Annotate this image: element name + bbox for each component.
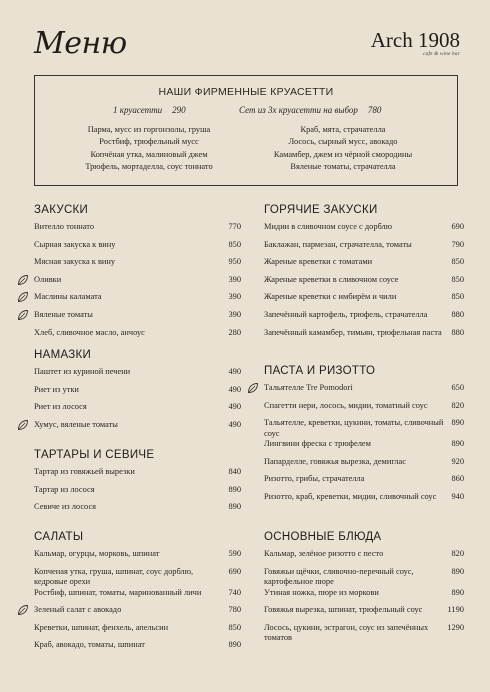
set-price: 780: [367, 105, 382, 115]
menu-item: [34, 367, 239, 385]
menu-item-name: Сырная закуска к вину: [34, 239, 116, 249]
menu-item-name: Папарделле, говяжья вырезка, демиглас: [264, 456, 406, 466]
menu-item: [34, 222, 239, 240]
menu-item-name: Паштет из куриной печени: [34, 367, 131, 376]
menu-item: [264, 383, 464, 401]
menu-item-price: 740: [228, 587, 241, 597]
section-title: ТАРТАРЫ И СЕВИЧЕ: [34, 449, 155, 461]
menu-item: [264, 401, 464, 419]
section-title: ОСНОВНЫЕ БЛЮДА: [264, 531, 382, 543]
menu-item-price: 490: [228, 367, 241, 376]
logo-subtitle: cafe & wine bar: [423, 52, 460, 57]
menu-item-name: Жареные креветки в сливочном соусе: [264, 274, 399, 284]
leaf-icon: [17, 309, 29, 321]
menu-item-name: Запечённый картофель, трюфель, страчателла: [264, 309, 428, 319]
menu-item-price: 390: [228, 292, 241, 302]
menu-item-price: 690: [228, 566, 241, 576]
single-price-line: [113, 105, 186, 115]
menu-item-name: Риет из лосося: [34, 402, 87, 412]
menu-item-price: 840: [228, 467, 241, 476]
menu-item: [34, 605, 239, 623]
single-label: 1 круасетти: [113, 105, 163, 115]
section-goryachie: [264, 204, 464, 345]
menu-item-name: Жареные креветки с имбирём и чили: [264, 292, 397, 302]
menu-item-price: 890: [451, 566, 464, 576]
menu-item-name: Тальятелле, креветки, цукини, томаты, сливочный соус: [264, 418, 444, 438]
menu-item: [264, 310, 464, 328]
menu-item-price: 850: [451, 274, 464, 284]
list-item: Парма, мусс из горгонзолы, груша: [87, 125, 211, 134]
section-salaty: [34, 531, 239, 658]
menu-item-price: 890: [228, 484, 241, 494]
menu-item-price: 890: [228, 502, 241, 512]
menu-item: [34, 420, 239, 438]
menu-item-price: 390: [228, 274, 241, 284]
menu-item-name: Жареные креветки с томатами: [264, 257, 373, 267]
set-price-line: [239, 105, 381, 115]
menu-item-price: 820: [451, 549, 464, 558]
menu-item-name: Мидии в сливочном соусе с дорблю: [264, 222, 392, 231]
menu-item: [264, 492, 464, 510]
menu-item-name: Утиная ножка, пюре из моркови: [264, 587, 379, 597]
menu-item: [264, 549, 464, 567]
menu-item: [34, 292, 239, 310]
menu-item-name: Ризотто, грибы, страчателла: [264, 474, 365, 484]
menu-item-price: 880: [451, 327, 464, 337]
list-item: Краб, мята, страчателла: [300, 125, 386, 134]
list-item: Трюфель, мортаделла, соус тоннато: [85, 161, 213, 171]
section-namazki: [34, 349, 239, 437]
menu-item-name: Хлеб, сливочное масло, анчоус: [34, 327, 145, 337]
menu-item-price: 1290: [447, 622, 464, 632]
menu-item-price: 770: [228, 222, 241, 231]
menu-item: [34, 549, 239, 567]
menu-item-price: 490: [228, 384, 241, 394]
menu-item: [34, 467, 239, 485]
menu-item-price: 490: [228, 402, 241, 412]
menu-item-price: 950: [228, 257, 241, 267]
leaf-icon-svg: [247, 382, 259, 394]
menu-item: [264, 567, 464, 588]
list-item: Лосось, сырный мусс, авокадо: [288, 137, 398, 147]
menu-item: [264, 474, 464, 492]
set-label: Сет из 3х круасетти на выбор: [239, 105, 358, 115]
menu-item-name: Вителло тоннато: [34, 222, 95, 231]
list-item: Копчёная утка, малиновый джем: [90, 149, 208, 159]
menu-item-price: 890: [451, 587, 464, 597]
menu-item: [264, 240, 464, 258]
menu-item: [34, 275, 239, 293]
menu-item: [264, 292, 464, 310]
menu-item: [264, 275, 464, 293]
menu-item: [264, 418, 464, 439]
leaf-icon-svg: [17, 309, 29, 321]
menu-item-name: Говяжьи щёчки, сливочно-перечный соус, картофельное пюре: [264, 566, 414, 587]
menu-item-price: 890: [451, 418, 464, 428]
menu-item: [34, 567, 239, 588]
section-title: НАМАЗКИ: [34, 349, 92, 361]
menu-item-price: 890: [228, 640, 241, 650]
leaf-icon: [17, 274, 29, 286]
menu-item-name: Ростбиф, шпинат, томаты, маринованный личи: [34, 587, 202, 597]
section-zakuski: [34, 204, 239, 345]
menu-item: [34, 588, 239, 606]
leaf-icon: [17, 604, 29, 616]
menu-item: [34, 328, 239, 346]
menu-item: [264, 605, 464, 623]
menu-item-name: Говяжья вырезка, шпинат, трюфельный соус: [264, 605, 423, 615]
list-item: Ростбиф, трюфельный мусс: [99, 137, 199, 147]
menu-item-price: 860: [451, 474, 464, 484]
page-title: Меню: [34, 26, 127, 61]
menu-item-name: Тартар из лосося: [34, 484, 95, 494]
section-title: ГОРЯЧИЕ ЗАКУСКИ: [264, 204, 378, 216]
menu-item-price: 390: [228, 309, 241, 319]
menu-item: [264, 588, 464, 606]
menu-item-price: 820: [451, 400, 464, 410]
menu-item: [34, 402, 239, 420]
menu-item-name: Зеленый салат с авокадо: [34, 605, 122, 615]
menu-item-price: 590: [228, 549, 241, 558]
menu-item: [264, 257, 464, 275]
leaf-icon-svg: [17, 604, 29, 616]
menu-item-name: Тартар из говяжьей вырезки: [34, 467, 135, 476]
menu-item-name: Вяленые томаты: [34, 309, 93, 319]
menu-item-name: Маслины каламата: [34, 292, 102, 302]
menu-item-name: Краб, авокадо, томаты, шпинат: [34, 640, 145, 650]
signature-left-list: [49, 124, 249, 173]
menu-item-price: 850: [228, 622, 241, 632]
menu-item-name: Мясная закуска к вину: [34, 257, 116, 267]
menu-item: [264, 222, 464, 240]
menu-item-price: 790: [451, 239, 464, 249]
menu-item-name: Запечённый камамбер, тимьян, трюфельная паста: [264, 327, 442, 337]
menu-item-price: 1190: [447, 605, 464, 615]
menu-item-price: 940: [451, 491, 464, 501]
signature-box: [34, 75, 458, 186]
section-osnovnye: [264, 531, 464, 644]
leaf-icon: [17, 419, 29, 431]
signature-title: НАШИ ФИРМЕННЫЕ КРУАСЕТТИ: [158, 86, 334, 98]
menu-item-price: 920: [451, 456, 464, 466]
leaf-icon-svg: [17, 419, 29, 431]
menu-item: [34, 257, 239, 275]
menu-item: [264, 457, 464, 475]
section-title: ПАСТА И РИЗОТТО: [264, 365, 376, 377]
section-tartary: [34, 449, 239, 520]
menu-item-name: Спагетти нери, лосось, мидии, томатный соус: [264, 400, 428, 410]
menu-item-price: 850: [228, 239, 241, 249]
menu-item-price: 880: [451, 309, 464, 319]
menu-item-name: Тальятелле Tre Pomodori: [264, 383, 353, 392]
menu-item: [34, 385, 239, 403]
menu-item-name: Баклажан, пармезан, страчателла, томаты: [264, 239, 412, 249]
menu-item-name: Ризотто, краб, креветки, мидии, сливочный соус: [264, 491, 437, 501]
menu-item: [34, 310, 239, 328]
menu-item-price: 780: [228, 605, 241, 615]
menu-item-name: Хумус, вяленые томаты: [34, 419, 118, 429]
menu-item: [264, 439, 464, 457]
menu-item-name: Кальмар, зелёное ризотто с песто: [264, 549, 384, 558]
list-item: Камамбер, джем из чёрной смородины: [273, 149, 413, 159]
menu-item: [34, 240, 239, 258]
section-pasta: [264, 365, 464, 510]
section-title: ЗАКУСКИ: [34, 204, 89, 216]
menu-item-price: 490: [228, 419, 241, 429]
menu-item-price: 890: [451, 439, 464, 449]
menu-item-name: Креветки, шпинат, фенхель, апельсин: [34, 622, 169, 632]
leaf-icon: [17, 291, 29, 303]
menu-item-name: Кальмар, огурцы, морковь, шпинат: [34, 549, 160, 558]
menu-item-price: 280: [228, 327, 241, 337]
menu-item: [34, 623, 239, 641]
menu-item-price: 850: [451, 292, 464, 302]
menu-item-price: 650: [451, 383, 464, 392]
menu-item-name: Севиче из лосося: [34, 502, 97, 512]
menu-item-name: Лингвини фреска с трюфелем: [264, 439, 371, 449]
menu-item-name: Оливки: [34, 274, 62, 284]
section-title: САЛАТЫ: [34, 531, 84, 543]
logo: [360, 28, 460, 57]
menu-item-price: 850: [451, 257, 464, 267]
menu-item-price: 690: [451, 222, 464, 231]
menu-item-name: Лосось, цукини, эстрагон, соус из запечённых томатов: [264, 622, 429, 643]
menu-item: [264, 623, 464, 644]
leaf-icon: [247, 382, 259, 394]
logo-name: Arch 1908: [370, 28, 460, 52]
menu-item: [264, 328, 464, 346]
menu-item: [34, 502, 239, 520]
single-price: 290: [172, 105, 186, 115]
signature-right-list: [243, 124, 443, 173]
menu-item: [34, 640, 239, 658]
leaf-icon-svg: [17, 274, 29, 286]
menu-item-name: Копченая утка, груша, шпинат, соус дорблю, кедровые орехи: [34, 566, 194, 587]
leaf-icon-svg: [17, 291, 29, 303]
menu-item-name: Риет из утки: [34, 384, 79, 394]
menu-item: [34, 485, 239, 503]
list-item: Вяленые томаты, страчателла: [290, 161, 396, 171]
